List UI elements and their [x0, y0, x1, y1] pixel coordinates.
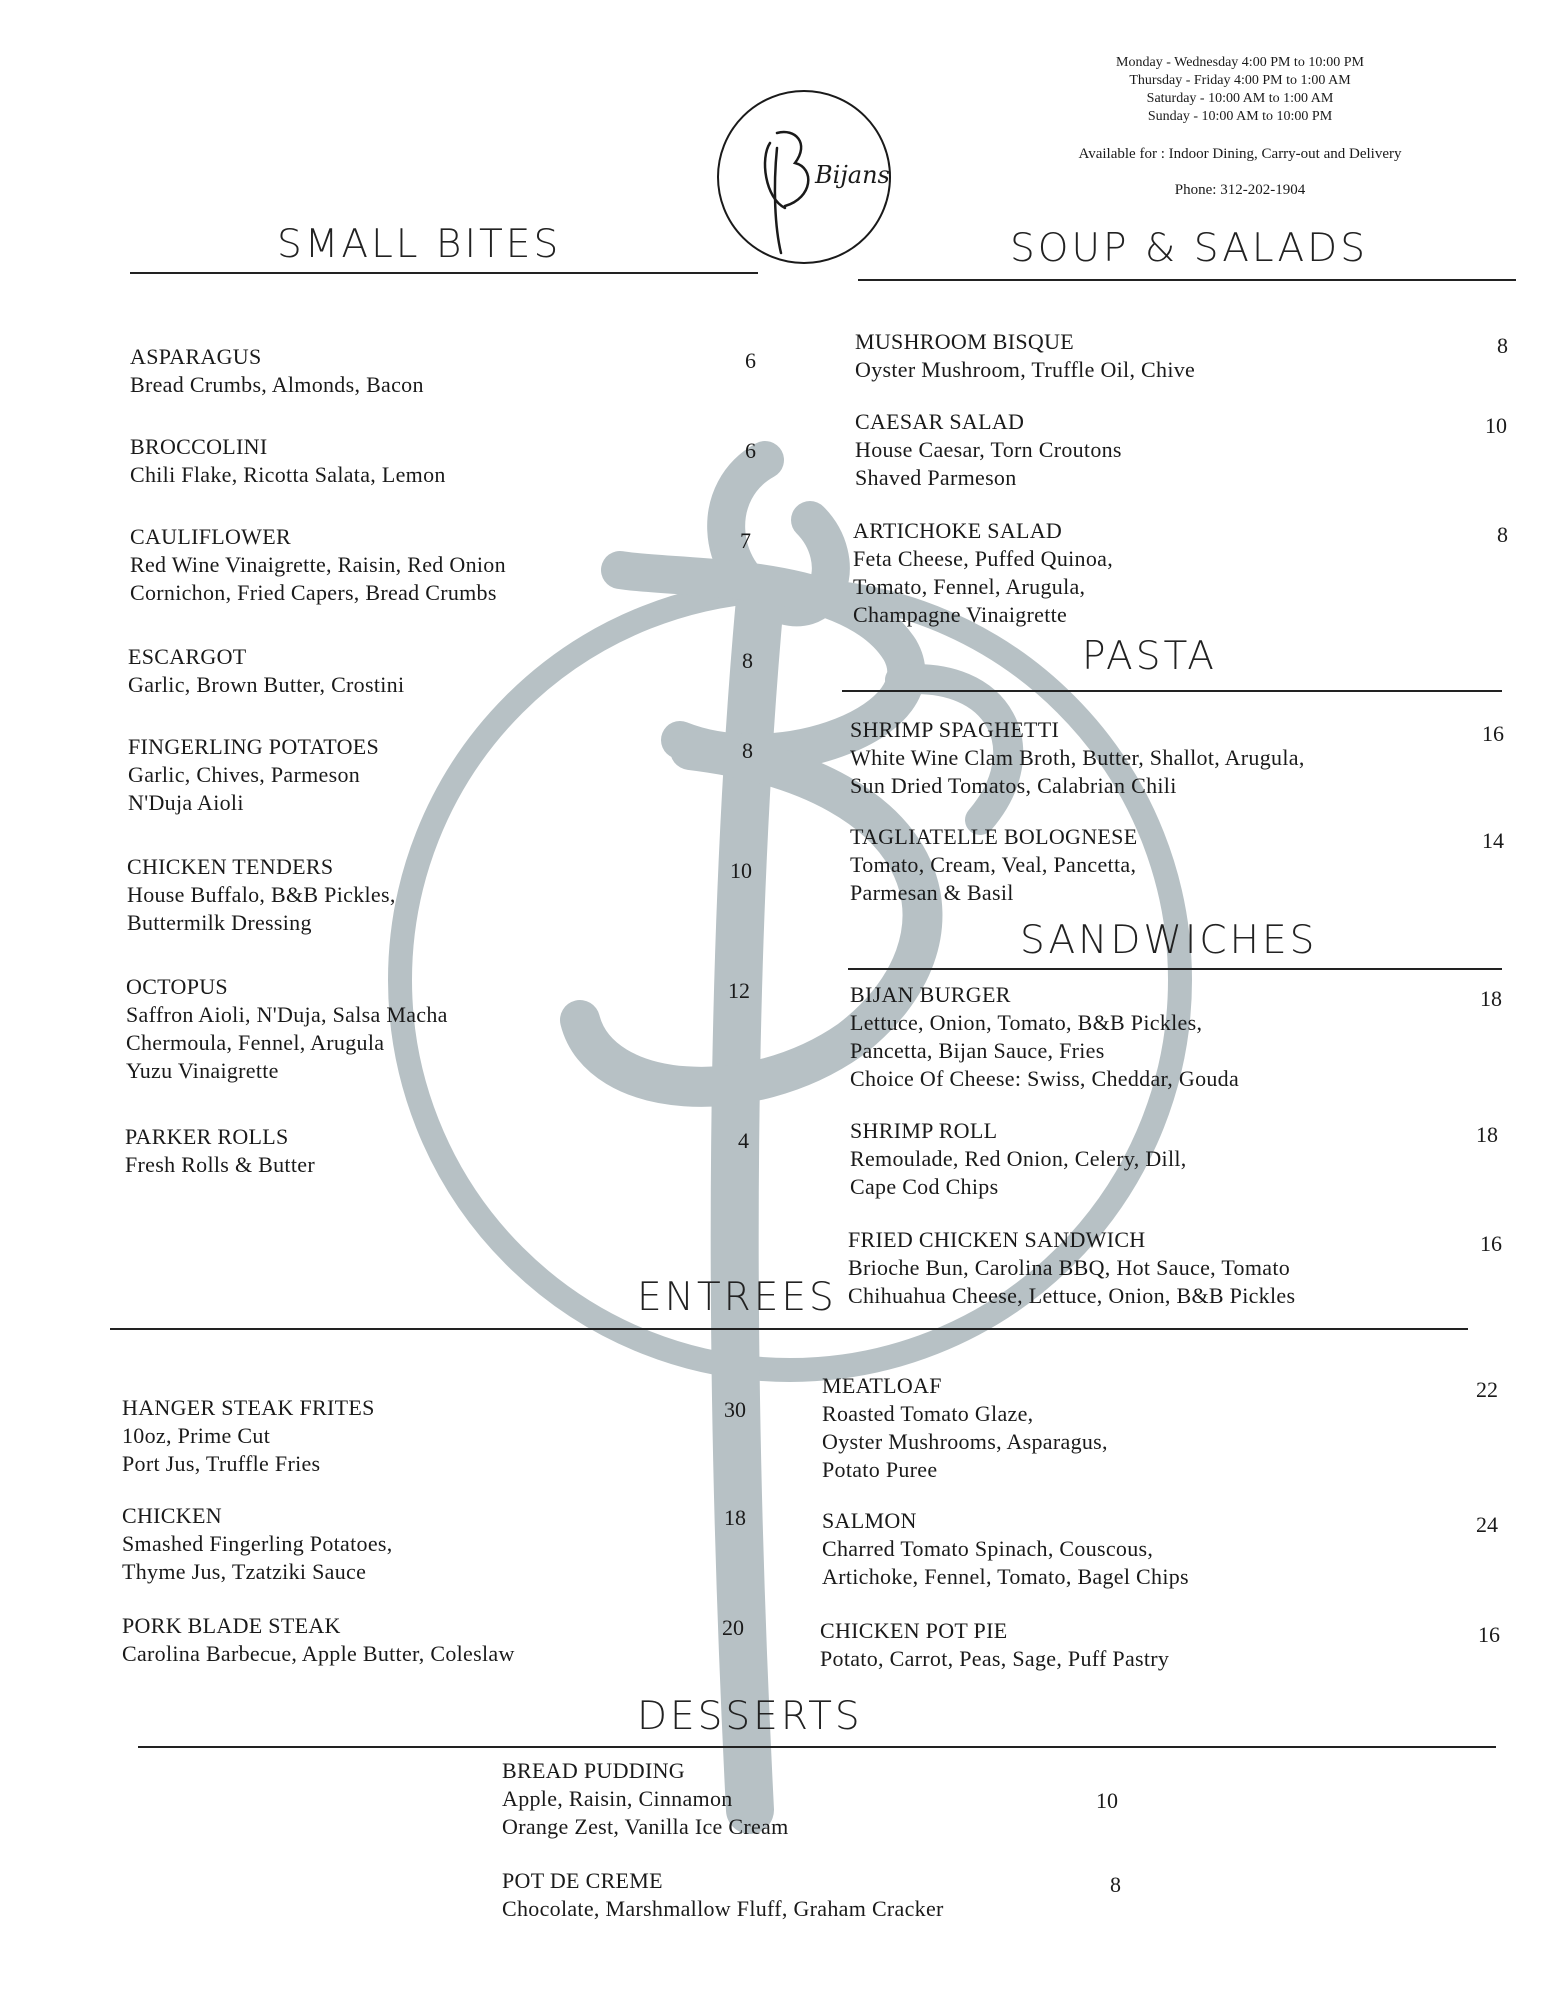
item-price: 18 — [724, 1505, 746, 1530]
item-desc: Chermoula, Fennel, Arugula — [126, 1030, 385, 1055]
item-name: ARTICHOKE SALAD — [853, 518, 1063, 543]
item-name: SHRIMP ROLL — [850, 1118, 998, 1143]
item-name: ESCARGOT — [128, 644, 247, 669]
item-price: 8 — [1497, 333, 1508, 358]
item-desc: Smashed Fingerling Potatoes, — [122, 1531, 393, 1556]
menu-item — [128, 643, 404, 699]
item-name: ASPARAGUS — [130, 344, 262, 369]
item-name: SALMON — [822, 1508, 917, 1533]
section-title-pasta: PASTA — [1082, 634, 1217, 679]
item-name: TAGLIATELLE BOLOGNESE — [850, 824, 1138, 849]
item-desc: 10oz, Prime Cut — [122, 1423, 271, 1448]
menu-item — [822, 1372, 1108, 1484]
section-title-sandwiches: SANDWICHES — [1020, 918, 1318, 963]
menu-item — [130, 433, 446, 489]
item-desc: Red Wine Vinaigrette, Raisin, Red Onion — [130, 552, 506, 577]
item-name: POT DE CREME — [502, 1868, 663, 1893]
item-name: CHICKEN TENDERS — [127, 854, 334, 879]
item-desc: Tomato, Fennel, Arugula, — [853, 574, 1086, 599]
item-price: 24 — [1476, 1512, 1498, 1537]
item-desc: Thyme Jus, Tzatziki Sauce — [122, 1559, 367, 1584]
item-desc: Remoulade, Red Onion, Celery, Dill, — [850, 1146, 1187, 1171]
item-price: 8 — [1497, 522, 1508, 547]
item-name: MEATLOAF — [822, 1373, 942, 1398]
item-desc: Parmesan & Basil — [850, 880, 1014, 905]
item-desc: Chocolate, Marshmallow Fluff, Graham Cracker — [502, 1896, 944, 1921]
item-price: 8 — [742, 738, 753, 763]
section-title-soup-salads: SOUP & SALADS — [1010, 226, 1368, 271]
divider — [858, 279, 1516, 281]
item-name: HANGER STEAK FRITES — [122, 1395, 375, 1420]
item-desc: Roasted Tomato Glaze, — [822, 1401, 1034, 1426]
phone-number: Phone: 312-202-1904 — [1174, 182, 1306, 198]
menu-item — [850, 1117, 1187, 1201]
item-price: 10 — [1096, 1788, 1118, 1813]
divider — [138, 1746, 1496, 1748]
item-name: BIJAN BURGER — [850, 982, 1011, 1007]
hours-line: Saturday - 10:00 AM to 1:00 AM — [1146, 91, 1334, 106]
hours-line: Thursday - Friday 4:00 PM to 1:00 AM — [1129, 73, 1351, 88]
item-desc: Choice Of Cheese: Swiss, Cheddar, Gouda — [850, 1066, 1240, 1091]
item-desc: Lettuce, Onion, Tomato, B&B Pickles, — [850, 1010, 1203, 1035]
menu-item — [853, 517, 1113, 629]
item-desc: Pancetta, Bijan Sauce, Fries — [850, 1038, 1105, 1063]
item-desc: Chihuahua Cheese, Lettuce, Onion, B&B Pickles — [848, 1283, 1296, 1308]
item-price: 12 — [728, 978, 750, 1003]
item-price: 4 — [738, 1128, 749, 1153]
section-title-small-bites: SMALL BITES — [277, 222, 562, 267]
item-price: 10 — [730, 858, 752, 883]
availability-text: Available for : Indoor Dining, Carry-out and Delivery — [1078, 146, 1402, 162]
item-desc: Potato Puree — [822, 1457, 938, 1482]
item-price: 14 — [1482, 828, 1504, 853]
menu-item — [850, 823, 1137, 907]
item-desc: Champagne Vinaigrette — [853, 602, 1068, 627]
item-name: PARKER ROLLS — [125, 1124, 289, 1149]
item-name: CAULIFLOWER — [130, 524, 291, 549]
item-desc: Shaved Parmeson — [855, 465, 1017, 490]
menu-item — [502, 1757, 789, 1841]
item-name: FRIED CHICKEN SANDWICH — [848, 1227, 1146, 1252]
item-price: 6 — [745, 438, 756, 463]
item-price: 20 — [722, 1615, 744, 1640]
item-desc: House Caesar, Torn Croutons — [855, 437, 1122, 462]
menu-item — [125, 1123, 315, 1179]
divider — [848, 968, 1502, 970]
menu-item — [855, 328, 1195, 384]
item-price: 16 — [1478, 1622, 1500, 1647]
item-desc: Port Jus, Truffle Fries — [122, 1451, 321, 1476]
item-price: 16 — [1480, 1231, 1502, 1256]
item-desc: Fresh Rolls & Butter — [125, 1152, 315, 1177]
menu-item — [122, 1612, 515, 1668]
menu-item — [122, 1394, 375, 1478]
menu-item — [855, 408, 1122, 492]
item-price: 18 — [1476, 1122, 1498, 1147]
item-price: 30 — [724, 1397, 746, 1422]
menu-item — [126, 973, 448, 1085]
divider — [842, 690, 1502, 692]
item-price: 16 — [1482, 721, 1504, 746]
item-desc: Chili Flake, Ricotta Salata, Lemon — [130, 462, 446, 487]
menu-item — [850, 716, 1305, 800]
item-name: PORK BLADE STEAK — [122, 1613, 341, 1638]
item-desc: Feta Cheese, Puffed Quinoa, — [853, 546, 1114, 571]
logo-text: Bijans — [815, 161, 890, 189]
item-name: CHICKEN — [122, 1503, 222, 1528]
item-desc: Carolina Barbecue, Apple Butter, Coleslaw — [122, 1641, 515, 1666]
menu-item — [127, 853, 396, 937]
item-price: 8 — [1110, 1872, 1121, 1897]
item-desc: Sun Dried Tomatos, Calabrian Chili — [850, 773, 1177, 798]
divider — [130, 272, 758, 274]
menu-item — [130, 343, 424, 399]
item-desc: Bread Crumbs, Almonds, Bacon — [130, 372, 424, 397]
item-desc: Tomato, Cream, Veal, Pancetta, — [850, 852, 1137, 877]
item-name: SHRIMP SPAGHETTI — [850, 717, 1060, 742]
item-desc: Charred Tomato Spinach, Couscous, — [822, 1536, 1154, 1561]
item-name: BREAD PUDDING — [502, 1758, 685, 1783]
item-name: CHICKEN POT PIE — [820, 1618, 1008, 1643]
item-name: CAESAR SALAD — [855, 409, 1025, 434]
menu-item — [128, 733, 379, 817]
item-desc: Orange Zest, Vanilla Ice Cream — [502, 1814, 789, 1839]
item-desc: Buttermilk Dressing — [127, 910, 312, 935]
section-title-desserts: DESSERTS — [637, 1694, 863, 1739]
menu-item — [122, 1502, 393, 1586]
item-name: BROCCOLINI — [130, 434, 268, 459]
item-name: MUSHROOM BISQUE — [855, 329, 1075, 354]
item-desc: N'Duja Aioli — [128, 790, 244, 815]
item-desc: Saffron Aioli, N'Duja, Salsa Macha — [126, 1002, 448, 1027]
menu-item — [502, 1867, 944, 1923]
menu-item — [820, 1617, 1169, 1673]
menu-item — [822, 1507, 1189, 1591]
item-desc: Yuzu Vinaigrette — [126, 1058, 279, 1083]
menu-item — [848, 1226, 1295, 1310]
item-desc: Garlic, Brown Butter, Crostini — [128, 672, 405, 697]
item-desc: Artichoke, Fennel, Tomato, Bagel Chips — [822, 1564, 1189, 1589]
item-desc: Cornichon, Fried Capers, Bread Crumbs — [130, 580, 497, 605]
item-desc: Oyster Mushrooms, Asparagus, — [822, 1429, 1108, 1454]
item-desc: Oyster Mushroom, Truffle Oil, Chive — [855, 357, 1196, 382]
divider — [110, 1328, 1468, 1330]
item-desc: Garlic, Chives, Parmeson — [128, 762, 361, 787]
item-price: 6 — [745, 348, 756, 373]
menu-item — [850, 981, 1239, 1093]
hours-line: Monday - Wednesday 4:00 PM to 10:00 PM — [1116, 55, 1364, 70]
item-price: 10 — [1485, 413, 1507, 438]
item-desc: Cape Cod Chips — [850, 1174, 999, 1199]
item-price: 22 — [1476, 1377, 1498, 1402]
item-price: 18 — [1480, 986, 1502, 1011]
menu-item — [130, 523, 506, 607]
item-price: 8 — [742, 648, 753, 673]
hours-line: Sunday - 10:00 AM to 10:00 PM — [1147, 109, 1333, 124]
item-price: 7 — [740, 528, 751, 553]
item-name: FINGERLING POTATOES — [128, 734, 380, 759]
item-desc: Apple, Raisin, Cinnamon — [502, 1786, 733, 1811]
item-desc: White Wine Clam Broth, Butter, Shallot, Arugula, — [850, 745, 1305, 770]
item-desc: Brioche Bun, Carolina BBQ, Hot Sauce, Tomato — [848, 1255, 1291, 1280]
bijans-logo — [715, 88, 893, 266]
item-desc: House Buffalo, B&B Pickles, — [127, 882, 396, 907]
hours-block — [1020, 54, 1460, 126]
item-name: OCTOPUS — [126, 974, 228, 999]
section-title-entrees: ENTREES — [637, 1275, 837, 1320]
item-desc: Potato, Carrot, Peas, Sage, Puff Pastry — [820, 1646, 1170, 1671]
